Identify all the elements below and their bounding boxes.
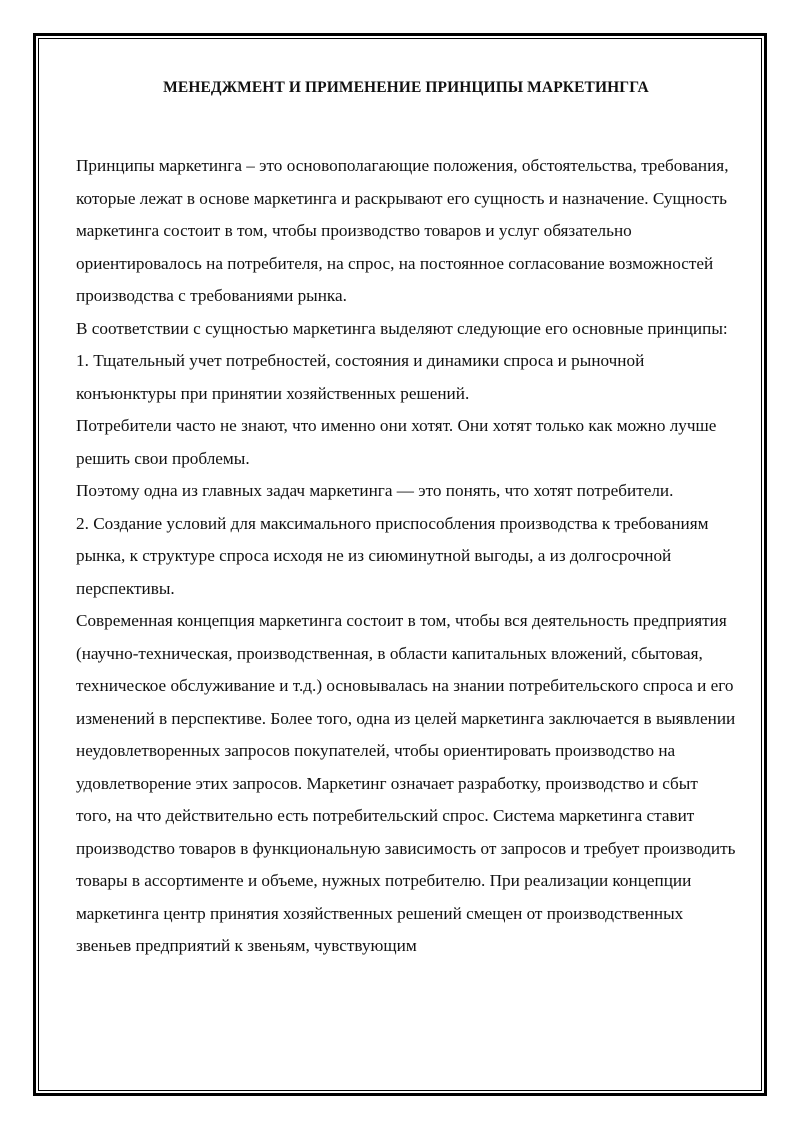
paragraph-principle-2: 2. Создание условий для максимального приспособления производства к требованиям рынка, к структуре спроса исходя не из сиюминутной выгоды, а из долгосрочной перспективы. [76, 513, 709, 598]
document-title: МЕНЕДЖМЕНТ И ПРИМЕНЕНИЕ ПРИНЦИПЫ МАРКЕТИНГГА [163, 79, 649, 96]
paragraph-main-task: Поэтому одна из главных задач маркетинга — это понять, что хотят потребители. [76, 481, 674, 500]
paragraph-principles-definition: Принципы маркетинга – это основополагающие положения, обстоятельства, требования, которые лежат в основе маркетинга и раскрывают его сущность и назначение. Сущность маркетинга состоит в том, чтобы производство товаров и услуг обязательно ориентировалось на потребителя, на спрос, на постоянное согласование возможностей производства с требованиями рынка. [76, 156, 729, 305]
paragraph-consumers-needs: Потребители часто не знают, что именно они хотят. Они хотят только как можно лучше решить свои проблемы. [76, 416, 717, 468]
paragraph-principles-intro: В соответствии с сущностью маркетинга выделяют следующие его основные принципы: [76, 318, 728, 338]
paragraph-principle-1: 1. Тщательный учет потребностей, состояния и динамики спроса и рыночной конъюнктуры при принятии хозяйственных решений. [76, 351, 645, 403]
document-content [76, 78, 736, 963]
document-body [76, 150, 736, 963]
paragraph-modern-concept: Современная концепция маркетинга состоит в том, чтобы вся деятельность предприятия (научно-техническая, производственная, в области капитальных вложений, сбытовая, техническое обслуживание и т.д.) основывалась на знании потребительского спроса и его изменений в перспективе. Более того, одна из целей маркетинга заключается в выявлении неудовлетворенных запросов покупателей, чтобы ориентировать производство на удовлетворение этих запросов. Маркетинг означает разработку, производство и сбыт того, на что действительно есть потребительский спрос. Система маркетинга ставит производство товаров в функциональную зависимость от запросов и требует производить товары в ассортименте и объеме, нужных потребителю. При реализации концепции маркетинга центр принятия хозяйственных решений смещен от производственных звеньев предприятий к звеньям, чувствующим [76, 611, 736, 955]
